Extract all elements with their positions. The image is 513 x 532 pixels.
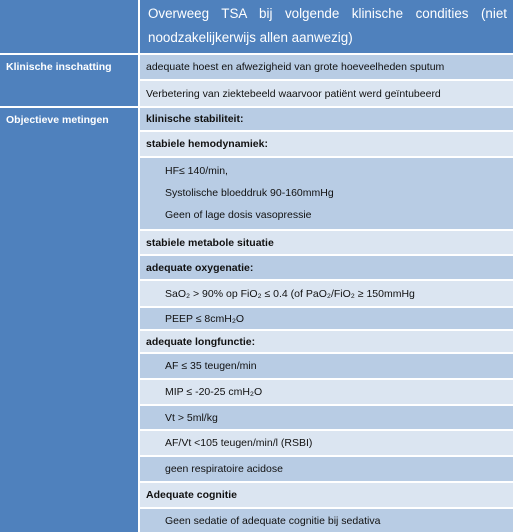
row-oxygenatie: adequate oxygenatie: — [140, 256, 513, 279]
row-acidose: geen respiratoire acidose — [140, 457, 513, 481]
section-objectieve-metingen: Objectieve metingen — [0, 108, 138, 532]
criterion-hf: HF≤ 140/min, — [165, 165, 228, 177]
row-longfunctie: adequate longfunctie: — [140, 331, 513, 352]
section-klinische-inschatting: Klinische inschatting — [0, 55, 138, 106]
row-peep: PEEP ≤ 8cmH₂O — [140, 308, 513, 329]
row-sao2: SaO₂ > 90% op FiO₂ ≤ 0.4 (of PaO₂/FiO₂ ≥ 150mmHg — [140, 281, 513, 306]
criterion-bloeddruk: Systolische bloeddruk 90-160mmHg — [165, 187, 334, 199]
row-rsbi: AF/Vt <105 teugen/min/l (RSBI) — [140, 431, 513, 455]
hemodynamiek-criteria — [140, 158, 513, 229]
row-af: AF ≤ 35 teugen/min — [140, 354, 513, 378]
row-metabole: stabiele metabole situatie — [140, 231, 513, 254]
row-mip: MIP ≤ -20-25 cmH₂O — [140, 380, 513, 404]
row-stabiliteit: klinische stabiliteit: — [140, 108, 513, 130]
row-hoest: adequate hoest en afwezigheid van grote hoeveelheden sputum — [140, 55, 513, 79]
row-verbetering: Verbetering van ziektebeeld waarvoor patiënt werd geïntubeerd — [140, 81, 513, 106]
table-header: Overweeg TSA bij volgende klinische condities (niet noodzakelijkerwijs allen aanwezig) — [140, 0, 513, 53]
row-sedatie: Geen sedatie of adequate cognitie bij sedativa — [140, 509, 513, 532]
row-cognitie: Adequate cognitie — [140, 483, 513, 507]
criterion-vasopressie: Geen of lage dosis vasopressie — [165, 209, 312, 221]
header-left-cell — [0, 0, 138, 53]
row-vt: Vt > 5ml/kg — [140, 406, 513, 429]
row-hemodynamiek: stabiele hemodynamiek: — [140, 132, 513, 156]
